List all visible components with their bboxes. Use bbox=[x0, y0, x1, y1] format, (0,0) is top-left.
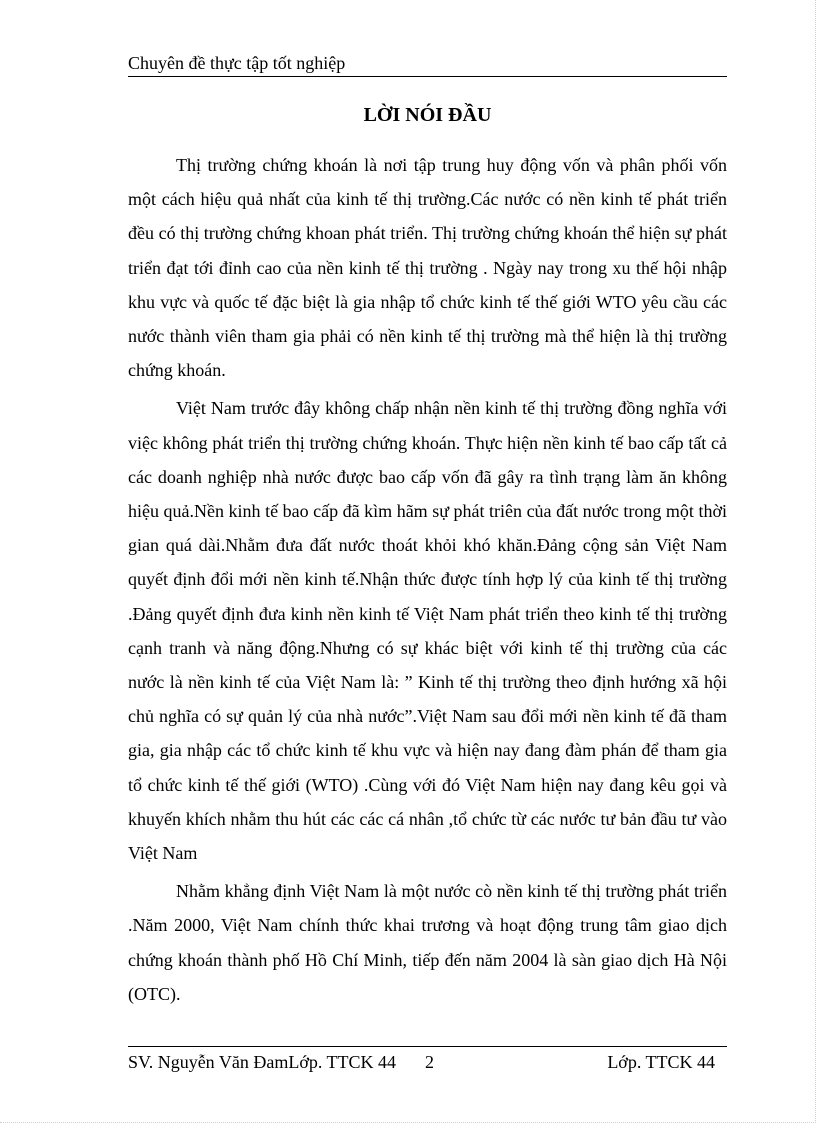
footer-author: SV. Nguyễn Văn ĐamLớp. TTCK 44 bbox=[128, 1052, 397, 1072]
header-text: Chuyên đề thực tập tốt nghiệp bbox=[128, 53, 346, 73]
document-body bbox=[128, 148, 727, 1015]
footer-class: Lớp. TTCK 44 bbox=[607, 1052, 715, 1072]
paragraph-3: Nhằm khẳng định Việt Nam là một nước cò nền kinh tế thị trường phát triển .Năm 2000, Việt Nam chính thức khai trương và hoạt động trung tâm giao dịch chứng khoán thành phố Hồ Chí Minh, tiếp đến năm 2004 là sàn giao dịch Hà Nội (OTC). bbox=[128, 881, 727, 1004]
page-number: 2 bbox=[425, 1052, 434, 1072]
page-footer bbox=[128, 1046, 727, 1072]
page-title: LỜI NÓI ĐẦU bbox=[363, 104, 492, 126]
paragraph-1: Thị trường chứng khoán là nơi tập trung huy động vốn và phân phối vốn một cách hiệu quả nhất của kinh tế thị trường.Các nước có nền kinh tế phát triển đều có thị trường chứng khoan phát triển. Thị trường chứng khoán thể hiện sự phát triển đạt tới đỉnh cao của nền kinh tế thị trường . Ngày nay trong xu thế hội nhập khu vực và quốc tế đặc biệt là gia nhập tổ chức kinh tế thế giới WTO yêu cầu các nước thành viên tham gia phải có nền kinh tế thị trường mà thể hiện là thị trường chứng khoán. bbox=[128, 155, 727, 381]
paragraph-2: Việt Nam trước đây không chấp nhận nền kinh tế thị trường đồng nghĩa với việc không phát triển thị trường chứng khoán. Thực hiện nền kinh tế bao cấp tất cả các doanh nghiệp nhà nước được bao cấp vốn đã gây ra tình trạng làm ăn không hiệu quả.Nền kinh tế bao cấp đã kìm hãm sự phát triên của đất nước trong một thời gian quá dài.Nhằm đưa đất nước thoát khỏi khó khăn.Đảng cộng sản Việt Nam quyết định đổi mới nền kinh tế.Nhận thức được tính hợp lý của kinh tế thị trường .Đảng quyết định đưa kinh nền kinh tế Việt Nam phát triển theo kinh tế thị trường cạnh tranh và năng động.Nhưng có sự khác biệt với kinh tế thị trường của các nước là nền kinh tế của Việt Nam là: ” Kinh tế thị trường theo định hướng xã hội chủ nghĩa có sự quản lý của nhà nước”.Việt Nam sau đổi mới nền kinh tế đã tham gia, gia nhập các tổ chức kinh tế khu vực và hiện nay đang đàm phán để tham gia tổ chức kinh tế thế giới (WTO) .Cùng với đó Việt Nam hiện nay đang kêu gọi và khuyến khích nhằm thu hút các các cá nhân ,tổ chức từ các nước tư bản đầu tư vào Việt Nam bbox=[128, 398, 727, 864]
page-header bbox=[128, 50, 727, 77]
